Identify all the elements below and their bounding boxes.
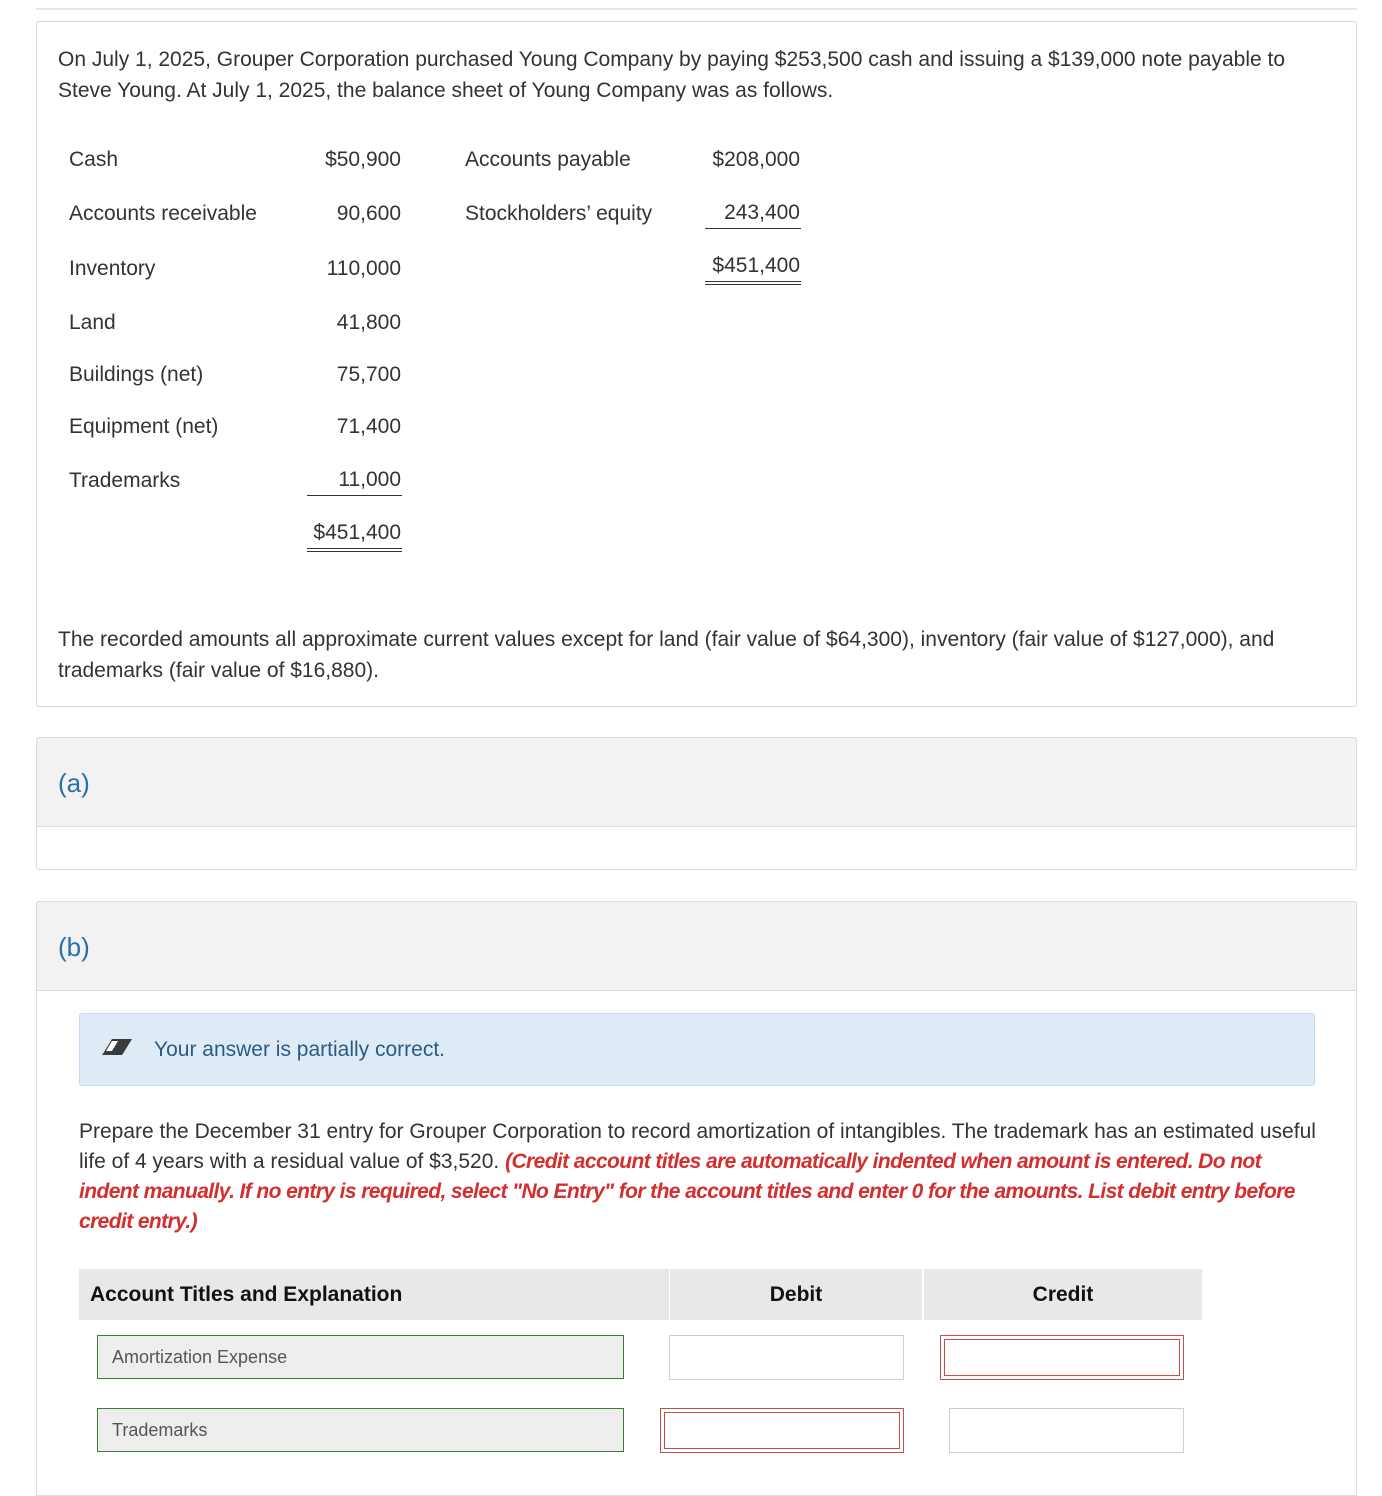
asset-amount: 90,600 bbox=[336, 202, 401, 225]
part-b-header[interactable] bbox=[36, 901, 1357, 991]
total-double-underline bbox=[705, 284, 801, 285]
instruction-text: Prepare the December 31 entry for Grouper Corporation to record amortization of intangibles. The trademark has an estimated useful life of 4 years with a residual value of $3,520. bbox=[79, 1120, 1316, 1173]
asset-label: Equipment (net) bbox=[69, 415, 219, 438]
part-a-label: (a) bbox=[58, 768, 90, 798]
liability-amount: 243,400 bbox=[724, 201, 800, 224]
part-a-body bbox=[36, 827, 1357, 870]
asset-label: Accounts receivable bbox=[69, 202, 257, 225]
credit-input[interactable] bbox=[949, 1408, 1184, 1453]
subtotal-underline bbox=[307, 495, 402, 496]
instructions bbox=[79, 1117, 1319, 1237]
asset-label: Inventory bbox=[69, 257, 156, 280]
asset-label: Land bbox=[69, 311, 116, 334]
liability-label: Accounts payable bbox=[465, 148, 631, 171]
credit-input[interactable] bbox=[940, 1335, 1184, 1380]
asset-amount: 75,700 bbox=[336, 363, 401, 386]
account-title-input[interactable]: Amortization Expense bbox=[97, 1335, 624, 1379]
asset-amount: 71,400 bbox=[336, 415, 401, 438]
asset-amount: 41,800 bbox=[336, 311, 401, 334]
asset-label: Trademarks bbox=[69, 469, 181, 492]
asset-amount: $50,900 bbox=[325, 148, 401, 171]
assets-total: $451,400 bbox=[313, 521, 401, 544]
instruction-note: (Credit account titles are automatically indented when amount is entered. Do not indent manually. If no entry is required, select "No Entry" for the account titles and enter 0 for the amounts. List debit entry before credit entry.) bbox=[79, 1150, 1295, 1233]
status-text: Your answer is partially correct. bbox=[154, 1038, 446, 1061]
credit-column-header: Credit bbox=[922, 1269, 1202, 1320]
total-double-underline bbox=[307, 551, 402, 552]
eraser-icon bbox=[102, 1036, 134, 1058]
part-b-label: (b) bbox=[58, 932, 90, 962]
answer-status-banner bbox=[79, 1013, 1315, 1086]
asset-label: Buildings (net) bbox=[69, 363, 204, 386]
part-a-header[interactable] bbox=[36, 737, 1357, 827]
total-double-underline bbox=[307, 548, 402, 549]
fair-value-note: The recorded amounts all approximate current values except for land (fair value of $64,300), inventory (fair value of $127,000), and trademarks (fair value of $16,880). bbox=[58, 628, 1275, 682]
asset-label: Cash bbox=[69, 148, 119, 171]
liability-amount: $208,000 bbox=[712, 148, 800, 171]
top-divider bbox=[36, 8, 1357, 10]
account-column-header: Account Titles and Explanation bbox=[79, 1269, 669, 1320]
total-double-underline bbox=[705, 281, 801, 282]
debit-column-header: Debit bbox=[669, 1269, 922, 1320]
asset-amount: 110,000 bbox=[326, 257, 401, 280]
asset-amount: 11,000 bbox=[338, 468, 401, 491]
debit-input[interactable] bbox=[669, 1335, 904, 1380]
problem-card bbox=[36, 21, 1357, 707]
account-title-input[interactable]: Trademarks bbox=[97, 1408, 624, 1452]
subtotal-underline bbox=[705, 228, 801, 229]
debit-input[interactable] bbox=[660, 1408, 904, 1453]
liability-label: Stockholders’ equity bbox=[465, 202, 653, 225]
problem-intro: On July 1, 2025, Grouper Corporation purchased Young Company by paying $253,500 cash and issuing a $139,000 note payable to Steve Young. At July 1, 2025, the balance sheet of Young Company was as follows. bbox=[58, 48, 1286, 102]
liabilities-total: $451,400 bbox=[712, 254, 800, 277]
